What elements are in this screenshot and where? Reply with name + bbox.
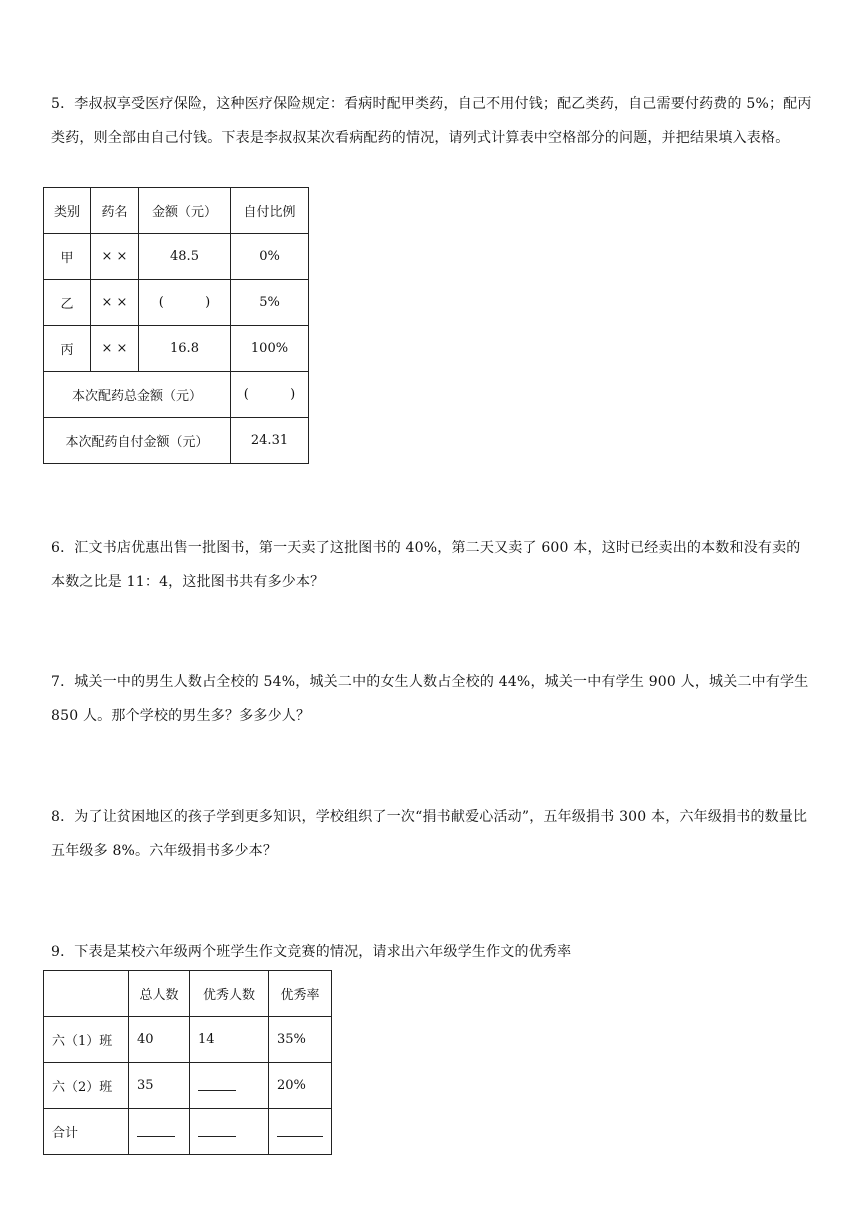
cell: × ×: [91, 326, 139, 372]
cell: 合计: [44, 1109, 129, 1155]
answer-blank[interactable]: [137, 1122, 175, 1137]
table-header-row: [44, 971, 332, 1017]
cell: 20%: [269, 1063, 332, 1109]
header-excellent: 优秀人数: [190, 971, 269, 1017]
cell: 35%: [269, 1017, 332, 1063]
table-row: [44, 1017, 332, 1063]
cell: 六（2）班: [44, 1063, 129, 1109]
cell: × ×: [91, 234, 139, 280]
answer-blank-cell: [190, 1063, 269, 1109]
answer-blank-cell: [129, 1109, 190, 1155]
cell: 48.5: [139, 234, 231, 280]
table-row: [44, 326, 309, 372]
answer-blank[interactable]: [277, 1122, 323, 1137]
answer-blank[interactable]: ( ): [139, 280, 231, 326]
table-row: [44, 372, 309, 418]
self-pay-label: 本次配药自付金额（元）: [44, 418, 231, 464]
question-9-text: 9．下表是某校六年级两个班学生作文竞赛的情况，请求出六年级学生作文的优秀率: [51, 944, 572, 960]
answer-blank-cell: [190, 1109, 269, 1155]
table-row: [44, 418, 309, 464]
question-8-text: 8．为了让贫困地区的孩子学到更多知识，学校组织了一次“捐书献爱心活动”，五年级捐书 300 本，六年级捐书的数量比五年级多 8%。六年级捐书多少本？: [51, 809, 808, 859]
essay-table: [43, 970, 332, 1155]
cell: 40: [129, 1017, 190, 1063]
cell: × ×: [91, 280, 139, 326]
header-amount: 金额（元）: [139, 188, 231, 234]
cell: 5%: [231, 280, 309, 326]
table-row: [44, 234, 309, 280]
cell: 乙: [44, 280, 91, 326]
question-7-text: 7．城关一中的男生人数占全校的 54%，城关二中的女生人数占全校的 44%，城关一中有学生 900 人，城关二中有学生 850 人。那个学校的男生多？多多少人？: [51, 674, 809, 724]
question-5-text: 5．李叔叔享受医疗保险，这种医疗保险规定：看病时配甲类药，自己不用付钱；配乙类药，自己需要付药费的 5%；配丙类药，则全部由自己付钱。下表是李叔叔某次看病配药的情况，请列式计算表中空格部分的问题，并把结果填入表格。: [51, 96, 812, 146]
table-row: [44, 280, 309, 326]
total-label: 本次配药总金额（元）: [44, 372, 231, 418]
cell: 甲: [44, 234, 91, 280]
header-category: 类别: [44, 188, 91, 234]
medicine-table: [43, 187, 309, 464]
table-row: [44, 1109, 332, 1155]
cell: 24.31: [231, 418, 309, 464]
answer-blank-cell: [269, 1109, 332, 1155]
answer-blank[interactable]: ( ): [231, 372, 309, 418]
header-name: 药名: [91, 188, 139, 234]
cell: 100%: [231, 326, 309, 372]
cell: 丙: [44, 326, 91, 372]
cell: 六（1）班: [44, 1017, 129, 1063]
question-6-text: 6．汇文书店优惠出售一批图书，第一天卖了这批图书的 40%，第二天又卖了 600 本，这时已经卖出的本数和没有卖的本数之比是 11：4，这批图书共有多少本？: [51, 540, 801, 590]
header-ratio: 自付比例: [231, 188, 309, 234]
answer-blank[interactable]: [198, 1076, 236, 1091]
cell: 16.8: [139, 326, 231, 372]
cell: 35: [129, 1063, 190, 1109]
header-total: 总人数: [129, 971, 190, 1017]
table-header-row: [44, 188, 309, 234]
cell: 14: [190, 1017, 269, 1063]
answer-blank[interactable]: [198, 1122, 236, 1137]
cell: 0%: [231, 234, 309, 280]
header-empty: [44, 971, 129, 1017]
table-row: [44, 1063, 332, 1109]
header-rate: 优秀率: [269, 971, 332, 1017]
